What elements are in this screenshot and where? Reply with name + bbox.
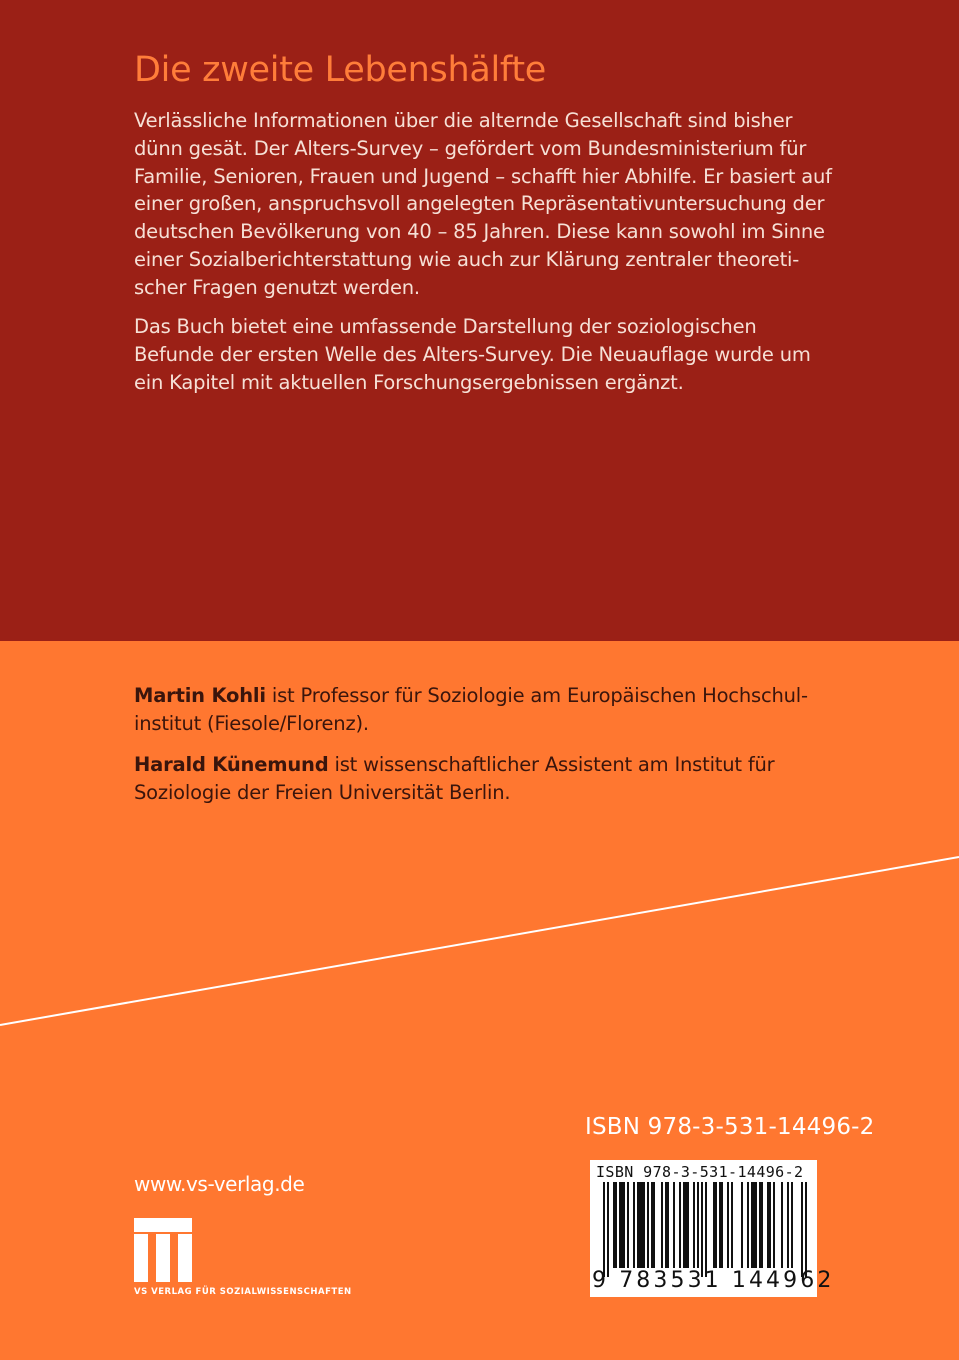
barcode-bars-icon (603, 1182, 809, 1277)
website-link[interactable]: www.vs-verlag.de (134, 1172, 305, 1196)
description-line: Familie, Senioren, Frauen und Jugend – schafft hier Abhilfe. Er basiert auf (134, 164, 832, 188)
description-line: deutschen Bevölkerung von 40 – 85 Jahren. Diese kann sowohl im Sinne (134, 220, 825, 244)
description-line: Verlässliche Informationen über die alternde Gesellschaft sind bisher (134, 109, 793, 132)
publisher-logo-caption: VS VERLAG FÜR SOZIALWISSENSCHAFTEN (134, 1287, 352, 1297)
author-bio-line: institut (Fiesole/Florenz). (134, 711, 369, 735)
isbn-label: ISBN 978-3-531-14496-2 (585, 1114, 875, 1140)
description-line: Das Buch bietet eine umfassende Darstellung der soziologischen (134, 315, 757, 338)
author-bio-text: ist wissenschaftlicher Assistent am Institut für (328, 753, 775, 776)
author-bio-text: ist Professor für Soziologie am Europäischen Hochschul- (265, 684, 808, 707)
description-line: einer großen, anspruchsvoll angelegten Repräsentativuntersuchung der (134, 192, 825, 216)
barcode-digits: 9 783531 144962 (592, 1268, 835, 1293)
description-line: scher Fragen genutzt werden. (134, 275, 420, 299)
publisher-logo-icon (134, 1218, 192, 1282)
description-line: ein Kapitel mit aktuellen Forschungsergebnissen ergänzt. (134, 370, 684, 394)
description-line: einer Sozialberichterstattung wie auch zur Klärung zentraler theoreti- (134, 247, 800, 271)
book-title: Die zweite Lebenshälfte (134, 50, 546, 90)
barcode-isbn-text: ISBN 978-3-531-14496-2 (596, 1163, 804, 1181)
description-line: Befunde der ersten Welle des Alters-Survey. Die Neuauflage wurde um (134, 342, 811, 366)
description-line: dünn gesät. Der Alters-Survey – gefördert vom Bundesministerium für (134, 136, 807, 160)
author-name: Martin Kohli (134, 684, 266, 707)
author-name: Harald Künemund (134, 753, 329, 776)
author-bio-line: Soziologie der Freien Universität Berlin. (134, 780, 511, 804)
barcode (590, 1160, 835, 1297)
